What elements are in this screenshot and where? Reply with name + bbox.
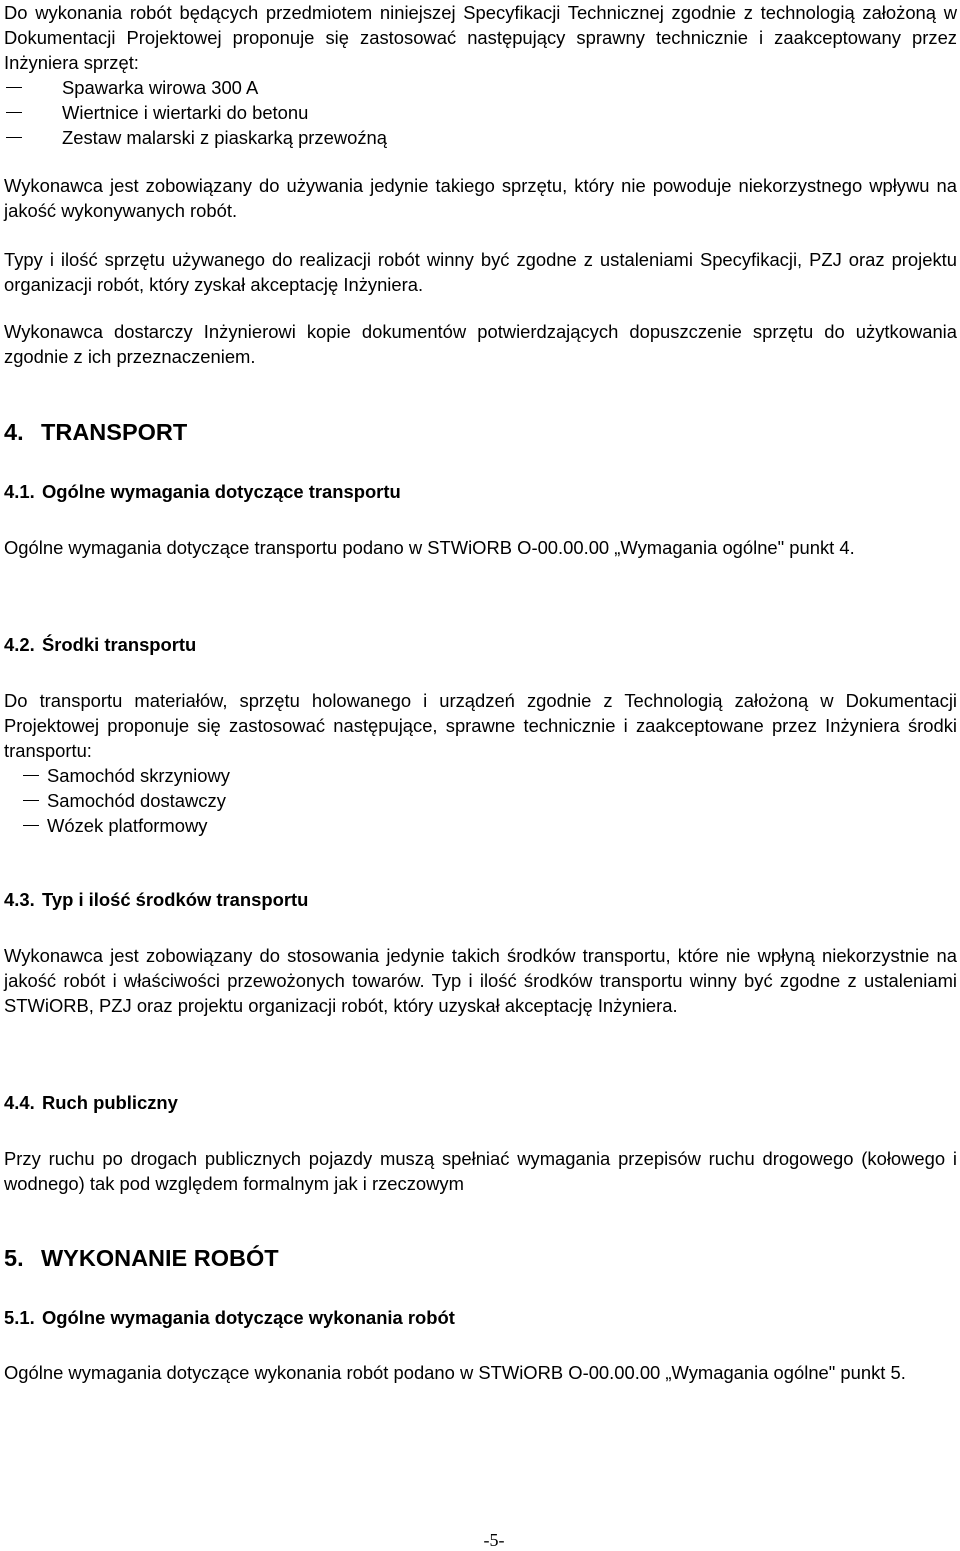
dash-bullet-icon [23,800,39,801]
subsection-heading-5-1: 5.1. Ogólne wymagania dotyczące wykonania robót [4,1307,455,1328]
paragraph-equipment-types: Typy i ilość sprzętu używanego do realizacji robót winny być zgodne z ustaleniami Specyfikacji, PZJ oraz projektu organizacji robót, który zyskał akceptację Inżyniera. [4,249,957,295]
subsection-heading-4-1: 4.1. Ogólne wymagania dotyczące transportu [4,481,401,502]
vehicle-item: Samochód dostawczy [4,788,957,813]
equipment-list [4,75,957,150]
section-heading-transport: 4. TRANSPORT [4,419,188,445]
paragraph-equipment-documents: Wykonawca dostarczy Inżynierowi kopie dokumentów potwierdzających dopuszczenie sprzętu do użytkowania zgodnie z ich przeznaczeniem. [4,321,957,367]
dash-bullet-icon [6,112,22,113]
page-number: -5- [483,1530,505,1550]
subsection-text-5-1: Ogólne wymagania dotyczące wykonania robót podano w STWiORB O-00.00.00 „Wymagania ogólne" punkt 5. [4,1362,906,1383]
paragraph-equipment-usage: Wykonawca jest zobowiązany do używania jedynie takiego sprzętu, który nie powoduje niekorzystnego wpływu na jakość wykonywanych robót. [4,175,957,221]
subsection-heading-4-2: 4.2. Środki transportu [4,634,197,655]
subsection-heading-4-4: 4.4. Ruch publiczny [4,1092,178,1113]
subsection-text-4-2: Do transportu materiałów, sprzętu holowanego i urządzeń zgodnie z Technologią założoną w Dokumentacji Projektowej proponuje się zastosować następujące, sprawne technicznie i zaakceptowane przez Inżyniera środki transportu: Samochód skrzyniowy Samochód dostawczy Wózek platformowy [4,690,957,836]
subsection-text-4-1: Ogólne wymagania dotyczące transportu podano w STWiORB O-00.00.00 „Wymagania ogólne" punkt 4. [4,537,855,558]
dash-bullet-icon [6,137,22,138]
equipment-item: Spawarka wirowa 300 A [4,75,957,100]
vehicle-list [4,763,957,838]
subsection-heading-4-3: 4.3. Typ i ilość środków transportu [4,889,309,910]
vehicle-item: Wózek platformowy [4,813,957,838]
dash-bullet-icon [23,775,39,776]
intro-block [4,0,957,150]
section-heading-execution: 5. WYKONANIE ROBÓT [4,1245,279,1271]
dash-bullet-icon [6,87,22,88]
equipment-item: Zestaw malarski z piaskarką przewoźną [4,125,957,150]
intro-paragraph: Do wykonania robót będących przedmiotem niniejszej Specyfikacji Technicznej zgodnie z technologią założoną w Dokumentacji Projektowej proponuje się zastosować następujący sprawny technicznie i zaakceptowany przez Inżyniera sprzęt: [4,2,957,73]
dash-bullet-icon [23,825,39,826]
subsection-text-4-4: Przy ruchu po drogach publicznych pojazdy muszą spełniać wymagania przepisów ruchu drogowego (kołowego i wodnego) tak pod względem formalnym jak i rzeczowym [4,1148,957,1194]
vehicle-item: Samochód skrzyniowy [4,763,957,788]
equipment-item: Wiertnice i wiertarki do betonu [4,100,957,125]
subsection-text-4-3: Wykonawca jest zobowiązany do stosowania jedynie takich środków transportu, które nie wpłyną niekorzystnie na jakość robót i właściwości przewożonych towarów. Typ i ilość środków transportu winny być zgodne z ustaleniami STWiORB, PZJ oraz projektu organizacji robót, który uzyskał akceptację Inżyniera. [4,945,957,1016]
